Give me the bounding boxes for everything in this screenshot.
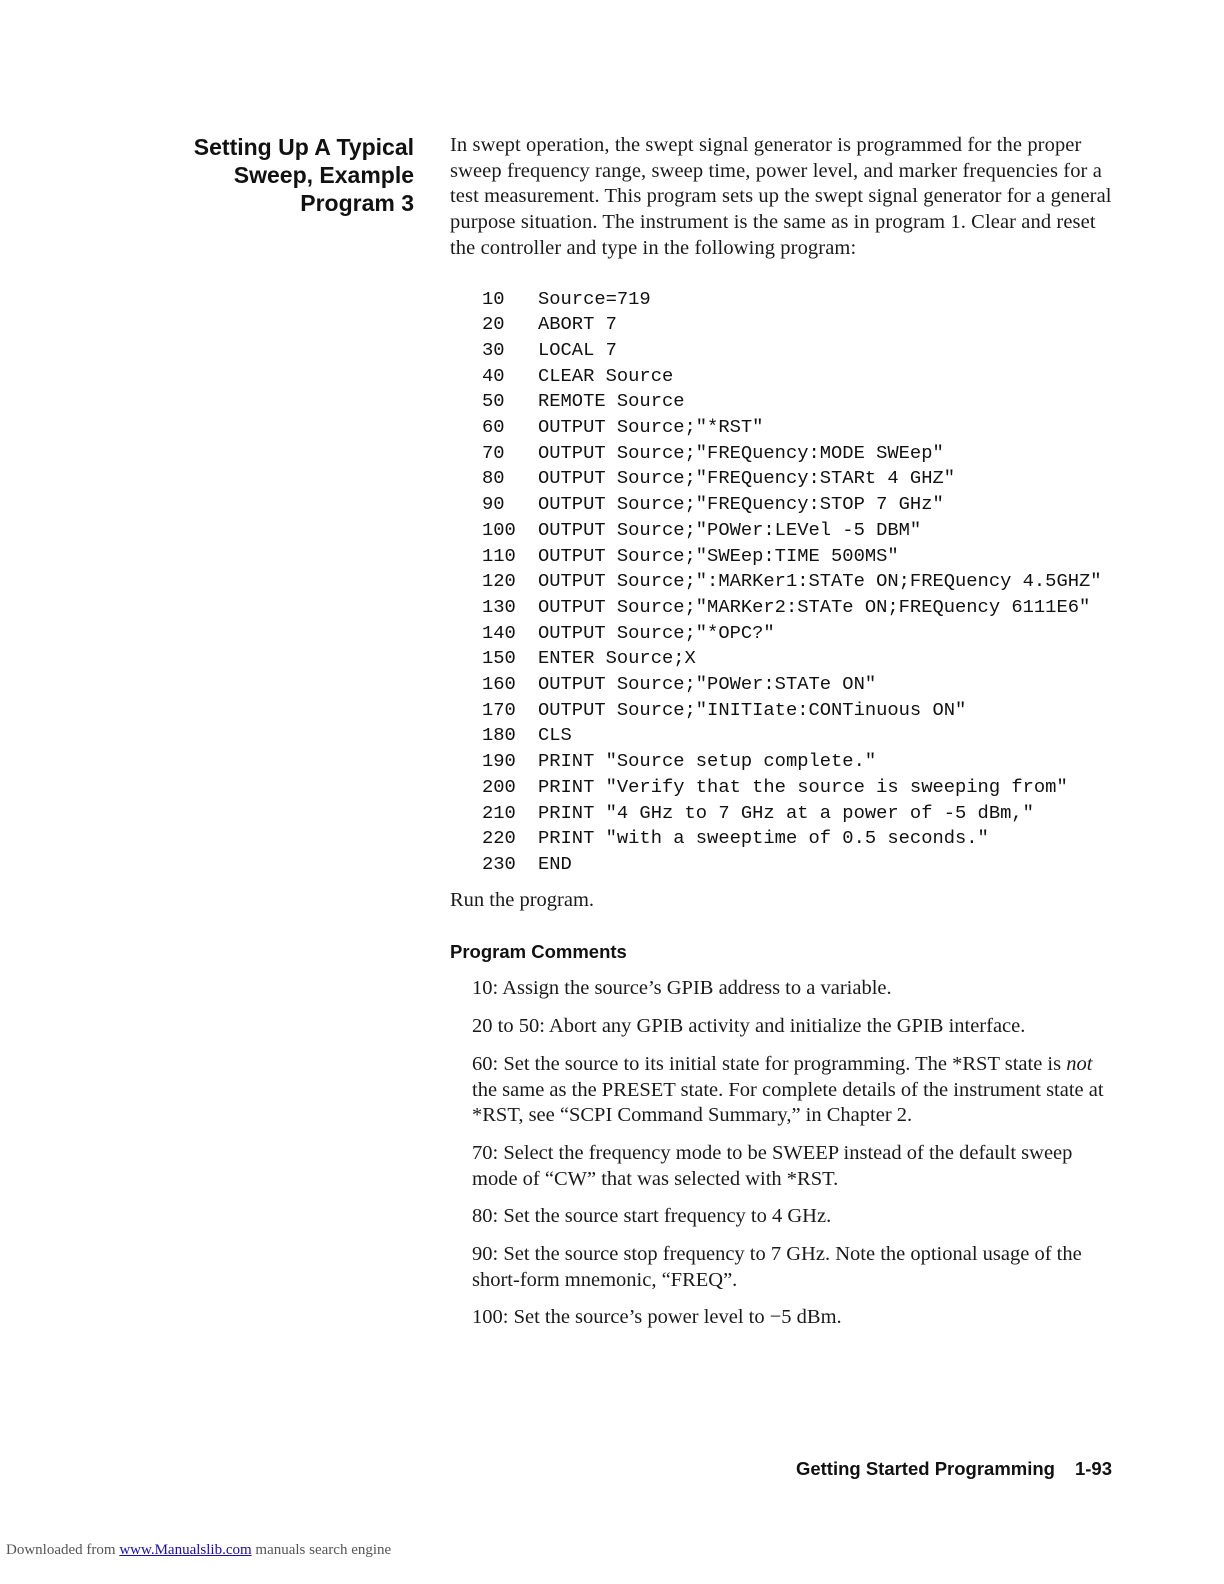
code-line xyxy=(482,518,1115,544)
code-line xyxy=(482,826,1115,852)
code-text: REMOTE Source xyxy=(538,390,685,413)
code-line xyxy=(482,312,1115,338)
comment-line-90: 90: Set the source stop frequency to 7 GHz. Note the optional usage of the short-form mnemonic, “FREQ”. xyxy=(472,1243,1082,1291)
code-line xyxy=(482,287,1115,313)
code-line xyxy=(482,389,1115,415)
line-number: 60 xyxy=(482,416,505,439)
line-number: 200 xyxy=(482,775,516,798)
comment-60-emphasis: not xyxy=(1066,1052,1093,1075)
code-text: LOCAL 7 xyxy=(538,338,617,361)
code-line xyxy=(482,749,1115,775)
run-instruction: Run the program. xyxy=(450,888,595,911)
code-text: OUTPUT Source;"SWEep:TIME 500MS" xyxy=(538,544,899,567)
code-line xyxy=(482,441,1115,467)
line-number: 130 xyxy=(482,595,516,618)
comment-line-100: 100: Set the source’s power level to −5 dBm. xyxy=(472,1306,842,1329)
line-number: 110 xyxy=(482,544,516,567)
line-number: 170 xyxy=(482,698,516,721)
line-number: 120 xyxy=(482,570,516,593)
code-line xyxy=(482,698,1115,724)
line-number: 220 xyxy=(482,827,516,850)
line-number: 180 xyxy=(482,724,516,747)
code-text: Source=719 xyxy=(538,287,651,310)
code-line xyxy=(482,364,1115,390)
line-number: 140 xyxy=(482,621,516,644)
manualslib-link[interactable]: www.Manualslib.com xyxy=(119,1542,252,1558)
main-content xyxy=(450,133,1115,1343)
code-line xyxy=(482,646,1115,672)
code-line xyxy=(482,492,1115,518)
comment-60-text-start: 60: Set the source to its initial state for programming. The *RST state is xyxy=(472,1052,1067,1075)
code-text: OUTPUT Source;"MARKer2:STATe ON;FREQuency 6111E6" xyxy=(538,595,1091,618)
line-number: 40 xyxy=(482,364,505,387)
section-heading-line-3: Program 3 xyxy=(300,190,414,216)
comment-lines-20-50: 20 to 50: Abort any GPIB activity and initialize the GPIB interface. xyxy=(472,1015,1026,1038)
download-note xyxy=(6,1542,391,1559)
section-heading xyxy=(150,133,414,217)
download-note-suffix: manuals search engine xyxy=(251,1542,392,1558)
intro-paragraph: In swept operation, the swept signal generator is programmed for the proper sweep frequency range, sweep time, power level, and marker frequencies for a test measurement. This program sets up the swept signal generator for a general purpose situation. The instrument is the same as in program 1. Clear and reset the controller and type in the following program: xyxy=(450,134,1112,259)
code-text: PRINT "Source setup complete." xyxy=(538,750,877,773)
line-number: 100 xyxy=(482,518,516,541)
comment-line-60 xyxy=(472,1052,1115,1129)
code-line xyxy=(482,672,1115,698)
code-text: ABORT 7 xyxy=(538,313,617,336)
line-number: 160 xyxy=(482,673,516,696)
line-number: 190 xyxy=(482,750,516,773)
code-text: CLS xyxy=(538,724,572,747)
line-number: 30 xyxy=(482,338,505,361)
code-line xyxy=(482,723,1115,749)
page-number: 1-93 xyxy=(1074,1458,1112,1479)
program-comments xyxy=(472,976,1115,1331)
code-text: OUTPUT Source;"FREQuency:STOP 7 GHz" xyxy=(538,493,944,516)
page-footer xyxy=(796,1458,1112,1480)
comment-line-70: 70: Select the frequency mode to be SWEEP instead of the default sweep mode of “CW” that was selected with *RST. xyxy=(472,1141,1073,1190)
code-line xyxy=(482,621,1115,647)
comment-line-80: 80: Set the source start frequency to 4 GHz. xyxy=(472,1205,832,1228)
code-text: OUTPUT Source;"FREQuency:MODE SWEep" xyxy=(538,441,944,464)
program-listing xyxy=(482,287,1115,878)
code-text: ENTER Source;X xyxy=(538,647,696,670)
code-text: OUTPUT Source;"*OPC?" xyxy=(538,621,775,644)
code-text: OUTPUT Source;":MARKer1:STATe ON;FREQuency 4.5GHZ" xyxy=(538,570,1102,593)
code-text: OUTPUT Source;"INITIate:CONTinuous ON" xyxy=(538,698,967,721)
section-heading-line-2: Sweep, Example xyxy=(233,162,414,188)
code-text: OUTPUT Source;"FREQuency:STARt 4 GHZ" xyxy=(538,467,956,490)
code-text: CLEAR Source xyxy=(538,364,674,387)
program-comments-heading: Program Comments xyxy=(450,941,627,963)
line-number: 230 xyxy=(482,852,516,875)
line-number: 210 xyxy=(482,801,516,824)
line-number: 20 xyxy=(482,313,505,336)
code-line xyxy=(482,595,1115,621)
code-line xyxy=(482,338,1115,364)
code-text: OUTPUT Source;"*RST" xyxy=(538,416,764,439)
code-text: OUTPUT Source;"POWer:LEVel -5 DBM" xyxy=(538,518,922,541)
comment-60-text-end: the same as the PRESET state. For complete details of the instrument state at *RST, see “SCPI Command Summary,” in Chapter 2. xyxy=(472,1078,1104,1127)
code-line xyxy=(482,466,1115,492)
code-line xyxy=(482,775,1115,801)
code-line xyxy=(482,852,1115,878)
line-number: 50 xyxy=(482,390,505,413)
footer-section-title: Getting Started Programming xyxy=(795,1458,1055,1479)
comment-line-10: 10: Assign the source’s GPIB address to a variable. xyxy=(472,977,892,1000)
code-line xyxy=(482,544,1115,570)
code-line xyxy=(482,801,1115,827)
code-text: OUTPUT Source;"POWer:STATe ON" xyxy=(538,673,877,696)
code-text: END xyxy=(538,852,572,875)
line-number: 10 xyxy=(482,287,505,310)
line-number: 90 xyxy=(482,493,505,516)
code-line xyxy=(482,415,1115,441)
line-number: 80 xyxy=(482,467,505,490)
section-heading-line-1: Setting Up A Typical xyxy=(193,134,414,160)
download-note-prefix: Downloaded from xyxy=(6,1542,120,1558)
code-text: PRINT "4 GHz to 7 GHz at a power of -5 dBm," xyxy=(538,801,1034,824)
line-number: 150 xyxy=(482,647,516,670)
line-number: 70 xyxy=(482,441,505,464)
code-line xyxy=(482,569,1115,595)
code-text: PRINT "with a sweeptime of 0.5 seconds." xyxy=(538,827,989,850)
code-text: PRINT "Verify that the source is sweeping from" xyxy=(538,775,1068,798)
